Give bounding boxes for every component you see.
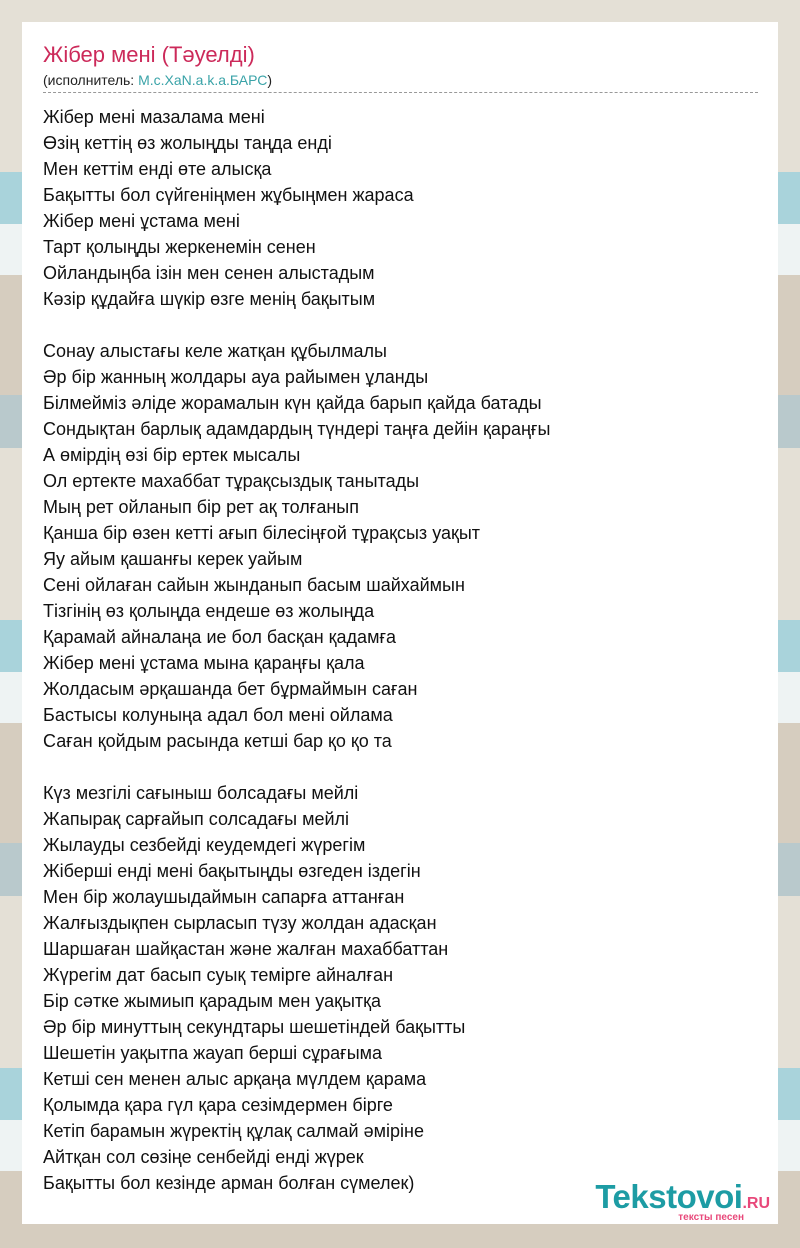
logo-tagline: тексты песен	[678, 1212, 744, 1223]
lyric-line: Жібер мені ұстама мені	[43, 211, 240, 231]
lyric-line: Білмейміз әліде жорамалын күн қайда барып қайда батады	[43, 393, 542, 413]
lyric-line: Күз мезгілі сағыныш болсадағы мейлі	[43, 783, 359, 803]
lyric-line: Бақытты бол сүйгеніңмен жұбыңмен жараса	[43, 185, 414, 205]
lyric-line: Ойландыңба ізін мен сенен алыстадым	[43, 263, 375, 283]
lyric-line	[43, 754, 550, 780]
lyric-line: Мен кеттім енді өте алысқа	[43, 159, 272, 179]
site-logo[interactable]	[595, 1178, 770, 1224]
logo-tld: .RU	[742, 1195, 770, 1212]
lyric-line: Саған қойдым расында кетші бар қо қо та	[43, 731, 392, 751]
lyric-line: Тарт қолыңды жеркенемін сенен	[43, 237, 316, 257]
lyric-line: Кәзір құдайға шүкір өзге менің бақытым	[43, 289, 376, 309]
lyric-line: Жібер мені ұстама мына қараңғы қала	[43, 653, 365, 673]
artist-line	[43, 72, 272, 89]
lyric-line: Қолымда қара гүл қара сезімдермен бірге	[43, 1095, 393, 1115]
lyric-line: Әр бір минуттың секундтары шешетіндей бақытты	[43, 1017, 466, 1037]
lyric-line: Жалғыздықпен сырласып түзу жолдан адасқан	[43, 913, 437, 933]
lyric-line: Кетіп барамын жүректің құлақ салмай әміріне	[43, 1121, 424, 1141]
lyric-line: Өзің кеттің өз жолыңды таңда енді	[43, 133, 332, 153]
lyric-line: Айтқан сол сөзіңе сенбейді енді жүрек	[43, 1147, 364, 1167]
lyric-line	[43, 312, 550, 338]
lyric-line: Жолдасым әрқашанда бет бұрмаймын саған	[43, 679, 418, 699]
lyric-line: Мен бір жолаушыдаймын сапарға аттанған	[43, 887, 405, 907]
lyric-line: Жібер мені мазалама мені	[43, 107, 265, 127]
lyric-line: Сонау алыстағы келе жатқан құбылмалы	[43, 341, 387, 361]
lyric-line: Жапырақ сарғайып солсадағы мейлі	[43, 809, 350, 829]
lyric-line: Жылауды сезбейді кеудемдегі жүрегім	[43, 835, 366, 855]
lyric-line: Ол ертекте махаббат тұрақсыздық танытады	[43, 471, 420, 491]
lyrics-text	[43, 104, 550, 1196]
lyric-line: Қарамай айналаңа ие бол басқан қадамға	[43, 627, 397, 647]
lyric-line: Бастысы колуныңа адал бол мені ойлама	[43, 705, 393, 725]
lyric-line: Жүрегім дат басып суық темірге айналған	[43, 965, 394, 985]
lyric-line: Қанша бір өзен кетті ағып білесіңғой тұрақсыз уақыт	[43, 523, 481, 543]
lyric-line: Яу айым қашанғы керек уайым	[43, 549, 303, 569]
lyric-line: Жіберші енді мені бақытыңды өзгеден іздегін	[43, 861, 421, 881]
lyric-line: Сені ойлаған сайын жынданып басым шайхаймын	[43, 575, 465, 595]
lyric-line: Сондықтан барлық адамдардың түндері таңға дейін қараңғы	[43, 419, 551, 439]
lyric-line: Бір сәтке жымиып қарадым мен уақытқа	[43, 991, 382, 1011]
lyric-line: Шаршаған шайқастан және жалған махаббаттан	[43, 939, 449, 959]
lyric-line: Кетші сен менен алыс арқаңа мүлдем қарама	[43, 1069, 427, 1089]
artist-link[interactable]: M.c.XaN.a.k.a.БАРС	[138, 72, 268, 88]
lyric-line: Тізгінің өз қолыңда ендеше өз жолыңда	[43, 601, 375, 621]
lyric-line: А өмірдің өзі бір ертек мысалы	[43, 445, 301, 465]
lyric-line: Шешетін уақытпа жауап берші сұрағыма	[43, 1043, 383, 1063]
lyric-line: Бақытты бол кезінде арман болған сүмелек)	[43, 1173, 415, 1193]
logo-name: Tekstovoi	[595, 1178, 743, 1215]
lyrics-card	[22, 22, 778, 1224]
artist-suffix: )	[267, 72, 273, 88]
song-title: Жібер мені (Тәуелді)	[43, 42, 255, 67]
artist-label: (исполнитель:	[43, 72, 139, 88]
lyric-line: Әр бір жанның жолдары ауа райымен ұланды	[43, 367, 429, 387]
lyric-line: Мың рет ойланып бір рет ақ толғанып	[43, 497, 359, 517]
divider	[43, 92, 758, 93]
